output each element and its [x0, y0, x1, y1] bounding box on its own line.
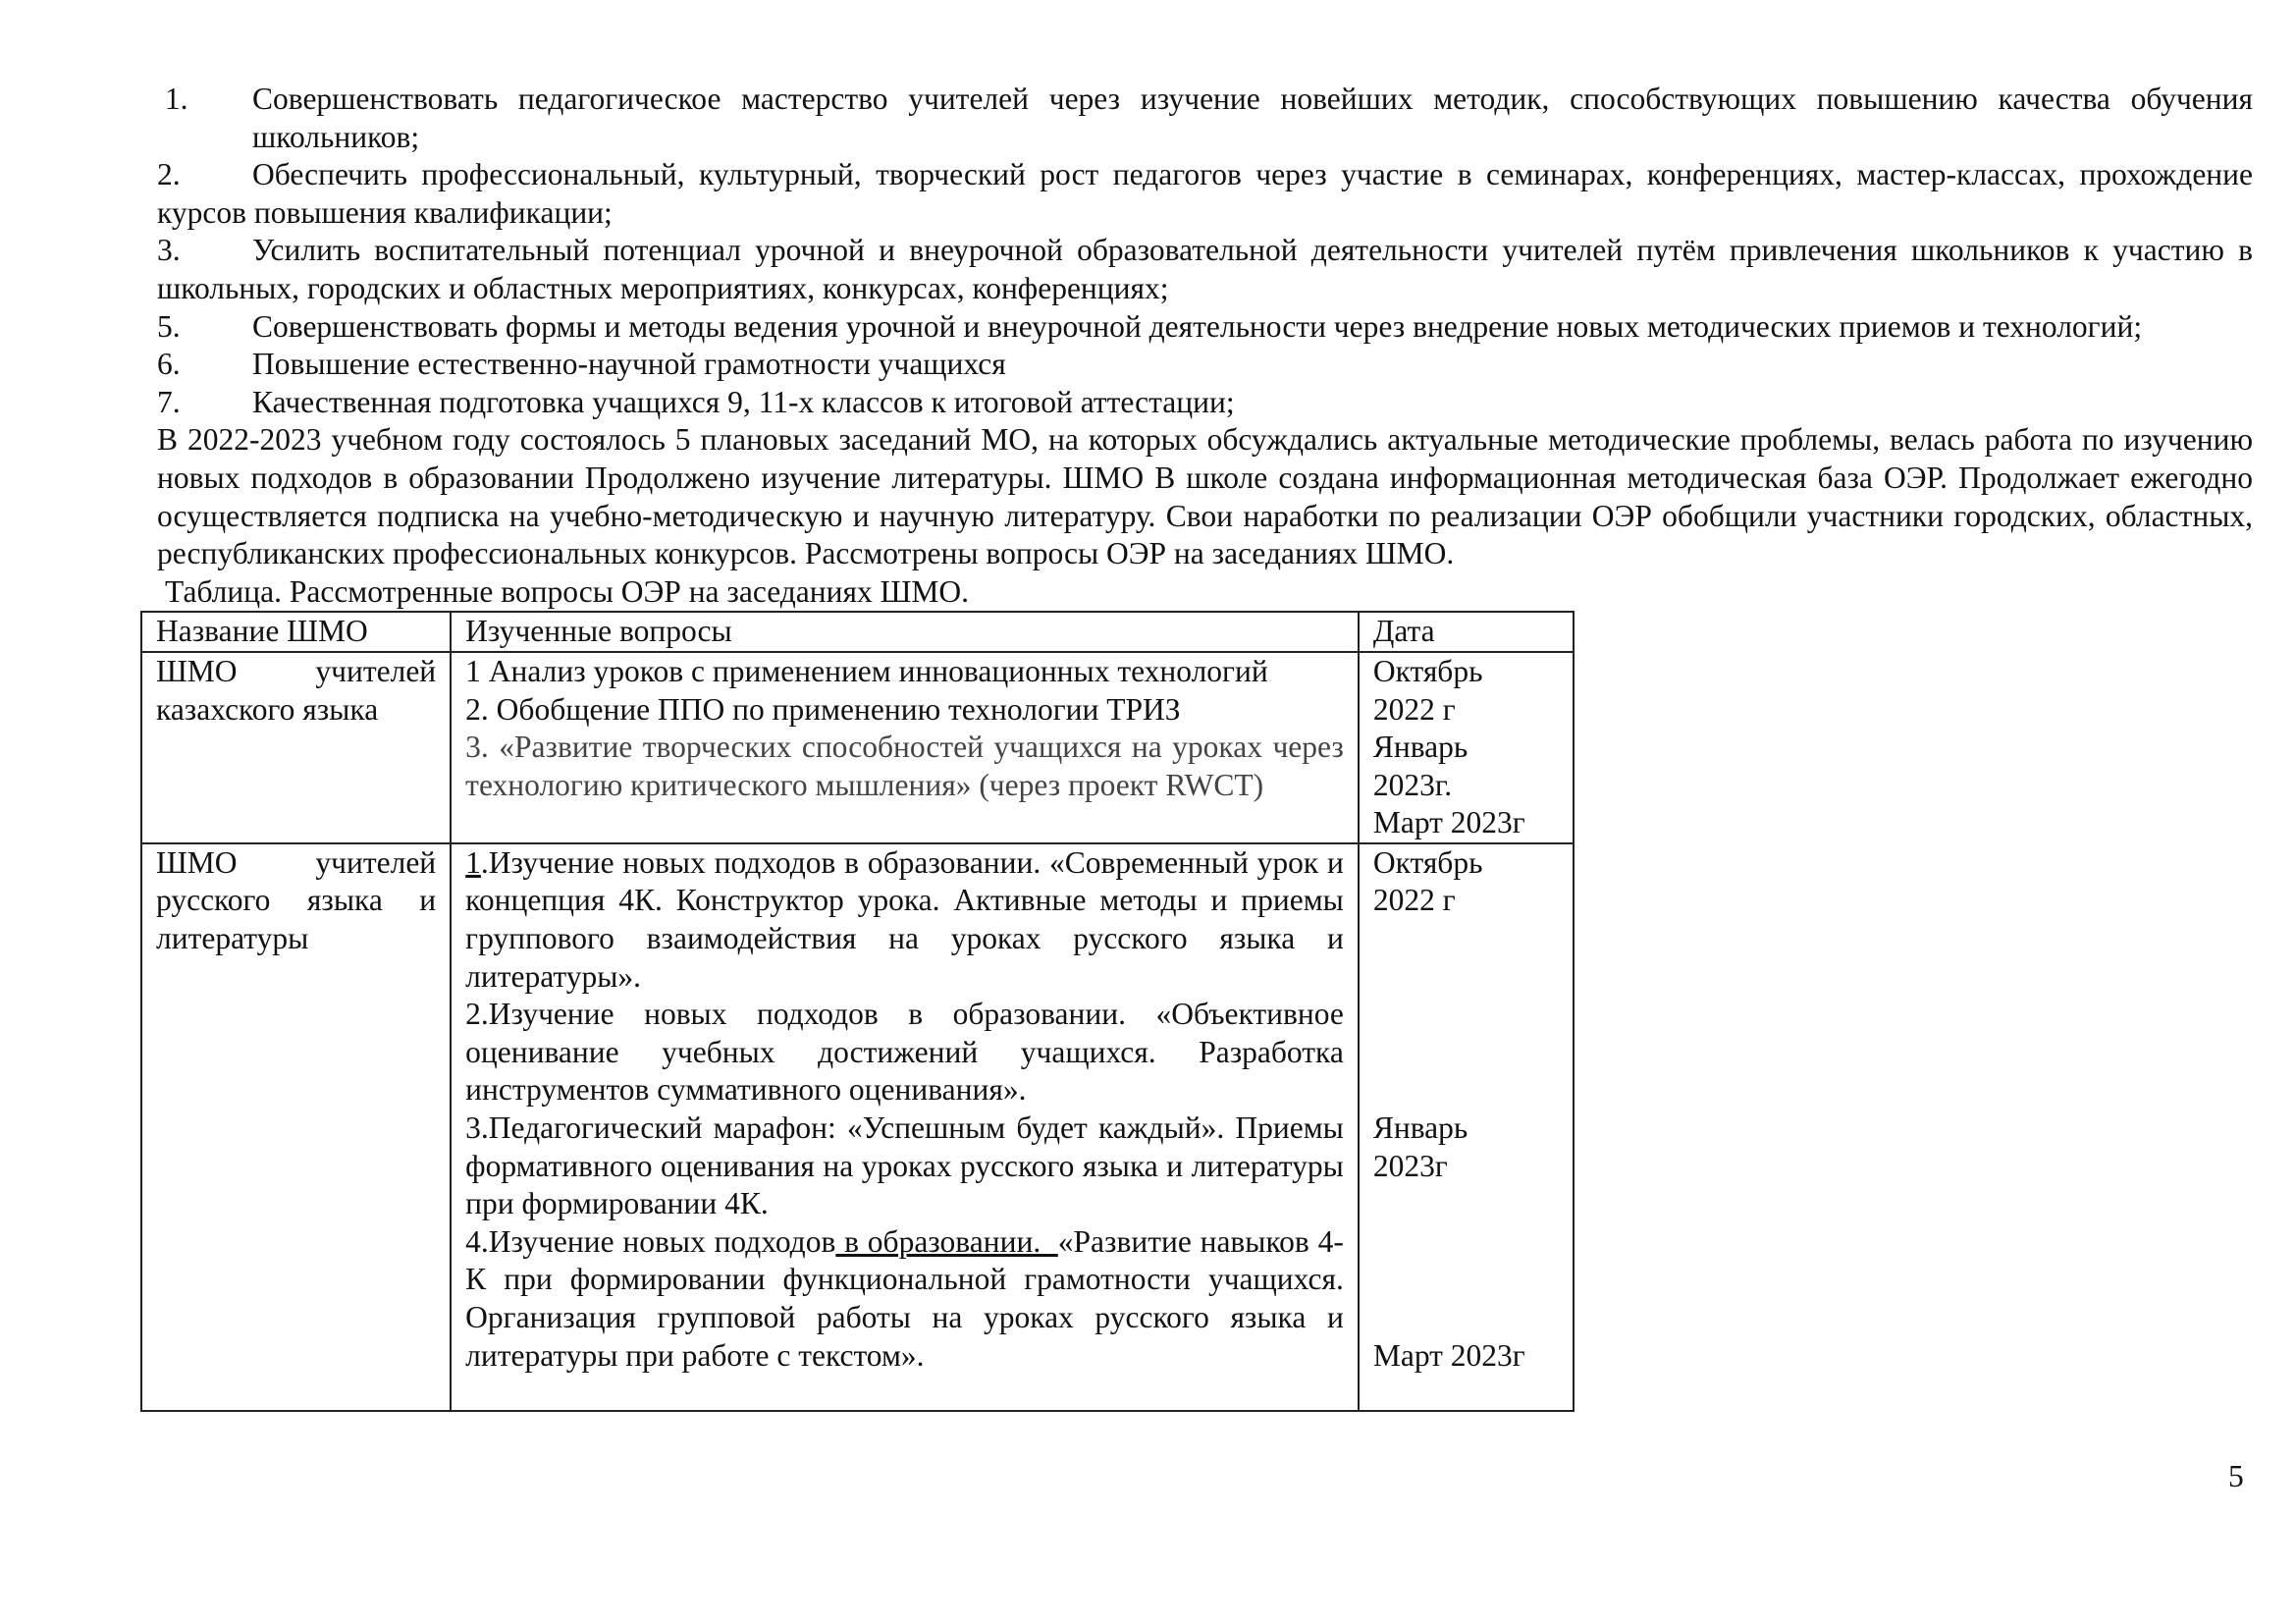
table-header-row [141, 612, 1574, 652]
list-text: Обеспечить профессиональный, культурный, творческий рост педагогов через участие в семинарах, конференциях, мастер-классах, прохождение курсов повышения квалификации; [157, 157, 2253, 230]
shmo-name-word: ШМО [156, 653, 238, 688]
shmo-name-line [156, 653, 436, 691]
table-row [141, 652, 1574, 843]
list-number: 3. [157, 233, 181, 268]
question-text-underlined: в образовании. [835, 1223, 1058, 1259]
list-number: 6. [157, 347, 181, 382]
date-line: Октябрь [1372, 844, 1483, 880]
question-item: 3.Педагогический марафон: «Успешным будет каждый». Приемы формативного оценивания на уроках русского языка и литературы при формировании 4К. [465, 1110, 1344, 1221]
date-line: 2022 г [1372, 883, 1456, 918]
date-line: Октябрь [1372, 653, 1483, 688]
shmo-name-line [156, 844, 436, 883]
question-item: 2. Обобщение ППО по применению технологии ТРИЗ [465, 691, 1181, 727]
shmo-name-word: учителей [315, 844, 437, 880]
date-line: Март 2023г [1372, 805, 1525, 840]
list-number: 7. [157, 384, 181, 419]
date-line: Январь [1372, 1110, 1468, 1146]
questions-cell [451, 652, 1359, 843]
question-item [465, 1223, 1344, 1375]
question-number: 1 [465, 844, 481, 880]
table-caption: Таблица. Рассмотренные вопросы ОЭР на заседаниях ШМО. [165, 573, 970, 609]
date-spacer [1373, 920, 1559, 1110]
header-cell-name: Название ШМО [141, 612, 451, 652]
date-line: 2022 г [1372, 691, 1456, 727]
question-item: 2.Изучение новых подходов в образовании. «Объективное оценивание учебных достижений учащихся. Разработка инструментов суммативного оценивания». [465, 997, 1344, 1108]
shmo-name-word: языка [306, 883, 383, 918]
question-text: «Развитие навыков 4-К при формировании функциональной грамотности учащихся. Организация групповой работы на уроках русского языка и литературы при работе с текстом». [465, 1223, 1344, 1373]
date-cell [1359, 652, 1574, 843]
header-cell-date: Дата [1359, 612, 1574, 652]
shmo-name-line: казахского языка [156, 691, 379, 727]
list-number: 1. [157, 81, 188, 116]
list-text: Совершенствовать формы и методы ведения урочной и внеурочной деятельности через внедрение новых методических приемов и технологий; [252, 308, 2143, 344]
list-item [157, 384, 2253, 422]
document-page [157, 81, 2253, 1412]
shmo-name-word: учителей [315, 653, 437, 688]
page-number: 5 [2228, 1459, 2244, 1493]
questions-cell [451, 843, 1359, 1411]
header-cell-questions: Изученные вопросы [451, 612, 1359, 652]
question-text: 4.Изучение новых подходов [465, 1223, 836, 1259]
date-line: Март 2023г [1372, 1338, 1525, 1374]
list-text: Качественная подготовка учащихся 9, 11-х классов к итоговой аттестации; [252, 384, 1235, 419]
question-item: 1 Анализ уроков с применением инновационных технологий [465, 653, 1268, 688]
list-item [157, 232, 2253, 307]
body-paragraph: В 2022-2023 учебном году состоялось 5 плановых заседаний МО, на которых обсуждались актуальные методические проблемы, велась работа по изучению новых подходов в образовании Продолжено изучение литературы. ШМО В школе создана информационная методическая база ОЭР. Продолжает ежегодно осуществляется подписка на учебно-методическую и научную литературу. Свои наработки по реализации ОЭР обобщили участники городских, областных, республиканских профессиональных конкурсов. Рассмотрены вопросы ОЭР на заседаниях ШМО. [157, 422, 2253, 571]
date-line: 2023г [1372, 1148, 1448, 1183]
list-item [157, 308, 2253, 347]
shmo-name-word: русского [156, 883, 271, 918]
question-item [465, 844, 1344, 996]
date-line: Январь [1372, 730, 1468, 765]
list-number: 2. [157, 157, 181, 192]
list-text: Повышение естественно-научной грамотности учащихся [252, 347, 1006, 382]
list-item [157, 346, 2253, 384]
list-text: Усилить воспитательный потенциал урочной и внеурочной образовательной деятельности учителей путём привлечения школьников к участию в школьных, городских и областных мероприятиях, конкурсах, конференциях; [157, 233, 2253, 305]
shmo-name-cell [141, 843, 451, 1411]
list-text: Совершенствовать педагогическое мастерство учителей через изучение новейших методик, способствующих повышению качества обучения школьников; [252, 81, 2253, 154]
table-row [141, 843, 1574, 1411]
date-spacer [1373, 1185, 1559, 1337]
shmo-name-line: литературы [156, 921, 309, 956]
shmo-table [140, 611, 1575, 1412]
shmo-name-word: ШМО [156, 844, 238, 880]
question-text: .Изучение новых подходов в образовании. «Современный урок и концепция 4К. Конструктор урока. Активные методы и приемы группового взаимодействия на уроках русского языка и литературы». [465, 844, 1344, 994]
list-item [157, 81, 2253, 156]
date-line: 2023г. [1372, 767, 1453, 802]
shmo-name-word: и [419, 883, 437, 918]
shmo-name-line [156, 882, 436, 920]
question-item: 3. «Развитие творческих способностей учащихся на уроках через технологию критического мышления» (через проект RWCT) [465, 730, 1344, 802]
list-number: 5. [157, 308, 181, 344]
shmo-name-cell [141, 652, 451, 843]
date-cell [1359, 843, 1574, 1411]
list-item [157, 156, 2253, 232]
